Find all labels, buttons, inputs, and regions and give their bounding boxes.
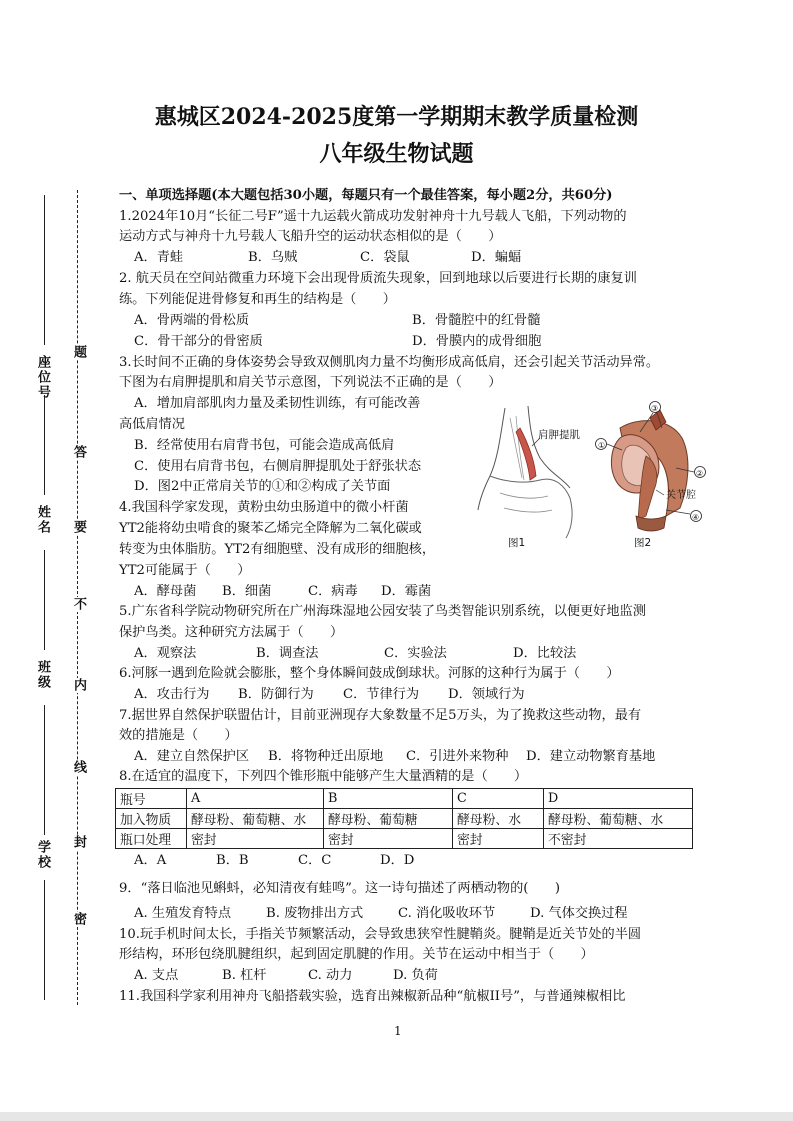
option-a: A. 支点 xyxy=(134,968,179,983)
option-c: C. 动力 xyxy=(308,968,353,983)
question-text: 9．“落日临池见蝌蚪，必知清夜有蛙鸣”。这一诗句描述了两栖动物的( ) xyxy=(119,881,560,896)
table-cell: 酵母粉、葡萄糖、水 xyxy=(187,809,324,829)
option-b: B. 废物排出方式 xyxy=(266,906,364,921)
figure-1-caption: 图1 xyxy=(508,537,526,549)
option-b: B．B xyxy=(216,853,249,868)
seal-char-mi: 密 xyxy=(71,912,86,927)
option-c: C．C xyxy=(298,853,332,868)
table-cell: 酵母粉、葡萄糖 xyxy=(324,809,453,829)
seal-char-ti: 题 xyxy=(71,345,86,360)
question-text: 11.我国科学家利用神舟飞船搭载实验，选育出辣椒新品种“航椒II号”，与普通辣椒相比 xyxy=(119,989,626,1004)
question-text: 8.在适宜的温度下，下列四个锥形瓶中能够产生大量酒精的是（ ） xyxy=(119,769,528,784)
table-cell: 密封 xyxy=(324,829,453,849)
question-text: 4.我国科学家发现，黄粉虫幼虫肠道中的微小杆菌 xyxy=(119,500,409,515)
option-d: D．比较法 xyxy=(513,646,577,661)
option-d: D．骨膜内的成骨细胞 xyxy=(412,334,542,349)
question-text: 保护鸟类。这种研究方法属于（ ） xyxy=(119,625,344,640)
option-a: A．增加肩部肌肉力量及柔韧性训练，有可能改善 xyxy=(134,396,421,411)
school-blank-lower xyxy=(44,880,45,1000)
table-cell: A xyxy=(187,789,324,809)
option-a: A．A xyxy=(134,853,167,868)
option-b: B．经常使用右肩背书包，可能会造成高低肩 xyxy=(134,438,395,453)
name-blank xyxy=(44,395,45,495)
question-text: YT2可能属于（ ） xyxy=(119,563,251,578)
option-d: D．霉菌 xyxy=(381,584,432,599)
option-a: A．建立自然保护区 xyxy=(134,749,250,764)
option-a: A．酵母菌 xyxy=(134,584,197,599)
option-d: D．D xyxy=(380,853,415,868)
option-a-cont: 高低肩情况 xyxy=(119,417,185,432)
option-c: C. 消化吸收环节 xyxy=(398,906,496,921)
seal-char-yao: 要 xyxy=(71,520,86,535)
option-a: A．观察法 xyxy=(134,646,197,661)
joint-cavity-label: 关节腔 xyxy=(666,490,696,501)
marker-3-text: ③ xyxy=(651,404,659,413)
question-text: 运动方式与神舟十九号载人飞船升空的运动状态相似的是（ ） xyxy=(119,229,502,244)
table-cell: 瓶号 xyxy=(116,789,187,809)
seal-char-xian: 线 xyxy=(71,760,86,775)
seat-number-label: 座位号 xyxy=(35,355,50,400)
marker-2-text: ② xyxy=(696,469,704,478)
figure-2-caption: 图2 xyxy=(634,537,652,549)
option-b: B．细菌 xyxy=(222,584,272,599)
option-d: D. 负荷 xyxy=(393,968,438,983)
shoulder-figures xyxy=(470,398,704,556)
question-text: 3.长时间不正确的身体姿势会导致双侧肌肉力量不均衡形成高低肩，还会引起关节活动异常。 xyxy=(119,355,660,370)
question-text: 下图为右肩胛提肌和肩关节示意图，下列说法不正确的是（ ） xyxy=(119,375,502,390)
question-text: 形结构，环形包绕肌腱组织，起到固定肌腱的作用。关节在运动中相当于（ ） xyxy=(119,947,594,962)
option-c: C．袋鼠 xyxy=(360,250,410,265)
school-label: 学校 xyxy=(35,840,50,870)
option-d: D．建立动物繁育基地 xyxy=(526,749,656,764)
figure-2-shoulder-joint-illustration xyxy=(611,410,688,531)
option-c: C．使用右肩背书包，右侧肩胛提肌处于舒张状态 xyxy=(134,459,422,474)
class-label: 班级 xyxy=(35,660,50,690)
option-b: B．调查法 xyxy=(256,646,319,661)
figure-1-label: 肩胛提肌 xyxy=(538,429,580,441)
table-cell: 瓶口处理 xyxy=(116,829,187,849)
option-d: D. 气体交换过程 xyxy=(530,906,628,921)
page-title: 惠城区2024-2025度第一学期期末教学质量检测 xyxy=(154,104,639,130)
name-label: 姓名 xyxy=(35,505,50,535)
section-heading: 一、单项选择题(本大题包括30小题，每题只有一个最佳答案，每小题2分，共60分) xyxy=(119,188,613,203)
question-text: 转变为虫体脂肪。YT2有细胞壁、没有成形的细胞核， xyxy=(119,542,436,557)
question-text: 2. 航天员在空间站微重力环境下会出现骨质流失现象，回到地球以后要进行长期的康复训 xyxy=(119,271,637,286)
seal-char-feng: 封 xyxy=(71,835,86,850)
question-text: YT2能将幼虫啃食的聚苯乙烯完全降解为二氧化碳或 xyxy=(119,521,422,536)
seal-char-nei: 内 xyxy=(71,678,86,693)
class-blank xyxy=(44,550,45,650)
question-text: 7.据世界自然保护联盟估计，目前亚洲现存大象数量不足5万头，为了挽救这些动物，最有 xyxy=(119,708,642,723)
figure-1-neck-illustration xyxy=(478,406,572,538)
question-text: 练。下列能促进骨修复和再生的结构是（ ） xyxy=(119,292,396,307)
page-subtitle: 八年级生物试题 xyxy=(319,141,474,167)
question-text: 6.河豚一遇到危险就会膨胀，整个身体瞬间鼓成倒球状。河豚的这种行为属于（ ） xyxy=(119,666,620,681)
option-c: C．实验法 xyxy=(384,646,447,661)
question-text: 10.玩手机时间太长，手指关节频繁活动，会导致患狭窄性腱鞘炎。腱鞘是近关节处的半圆 xyxy=(119,927,642,942)
table-row xyxy=(116,809,693,829)
seal-char-da: 答 xyxy=(71,445,86,460)
option-b: B．乌贼 xyxy=(248,250,298,265)
question-text: 5.广东省科学院动物研究所在广州海珠湿地公园安装了鸟类智能识别系统，以便更好地监测 xyxy=(119,604,646,619)
table-cell: 酵母粉、水 xyxy=(453,809,544,829)
table-cell: 加入物质 xyxy=(116,809,187,829)
option-d: D．领域行为 xyxy=(448,687,525,702)
option-d: D．图2中正常肩关节的①和②构成了关节面 xyxy=(134,479,391,494)
option-d: D．蝙蝠 xyxy=(471,250,522,265)
option-a: A．攻击行为 xyxy=(134,687,210,702)
school-blank xyxy=(44,705,45,835)
question-text: 1.2024年10月“长征二号F”遥十九运载火箭成功发射神舟十九号载人飞船，下列动物的 xyxy=(119,209,627,224)
marker-4-text: ④ xyxy=(692,513,700,522)
option-a: A．青蛙 xyxy=(134,250,184,265)
experiment-table xyxy=(115,788,693,849)
table-cell: 酵母粉、葡萄糖、水 xyxy=(544,809,693,829)
table-cell: C xyxy=(453,789,544,809)
option-b: B．骨髓腔中的红骨髓 xyxy=(412,313,541,328)
seat-number-blank xyxy=(44,195,45,345)
option-a: A．骨两端的骨松质 xyxy=(134,313,250,328)
option-a: A. 生殖发育特点 xyxy=(134,906,232,921)
table-cell: D xyxy=(544,789,693,809)
page-bottom-edge xyxy=(0,1112,793,1121)
table-row xyxy=(116,789,693,809)
marker-1-text: ① xyxy=(598,441,606,450)
option-b: B．防御行为 xyxy=(238,687,314,702)
option-b: B．将物种迁出原地 xyxy=(268,749,384,764)
table-cell: 不密封 xyxy=(544,829,693,849)
option-c: C．节律行为 xyxy=(343,687,420,702)
table-cell: B xyxy=(324,789,453,809)
option-c: C．引进外来物种 xyxy=(406,749,509,764)
option-c: C．骨干部分的骨密质 xyxy=(134,334,263,349)
page-number: 1 xyxy=(394,1024,402,1038)
seal-char-bu: 不 xyxy=(71,597,86,612)
table-row xyxy=(116,829,693,849)
table-cell: 密封 xyxy=(187,829,324,849)
table-cell: 密封 xyxy=(453,829,544,849)
option-b: B. 杠杆 xyxy=(222,968,267,983)
question-text: 效的措施是（ ） xyxy=(119,728,238,743)
option-c: C．病毒 xyxy=(308,584,358,599)
